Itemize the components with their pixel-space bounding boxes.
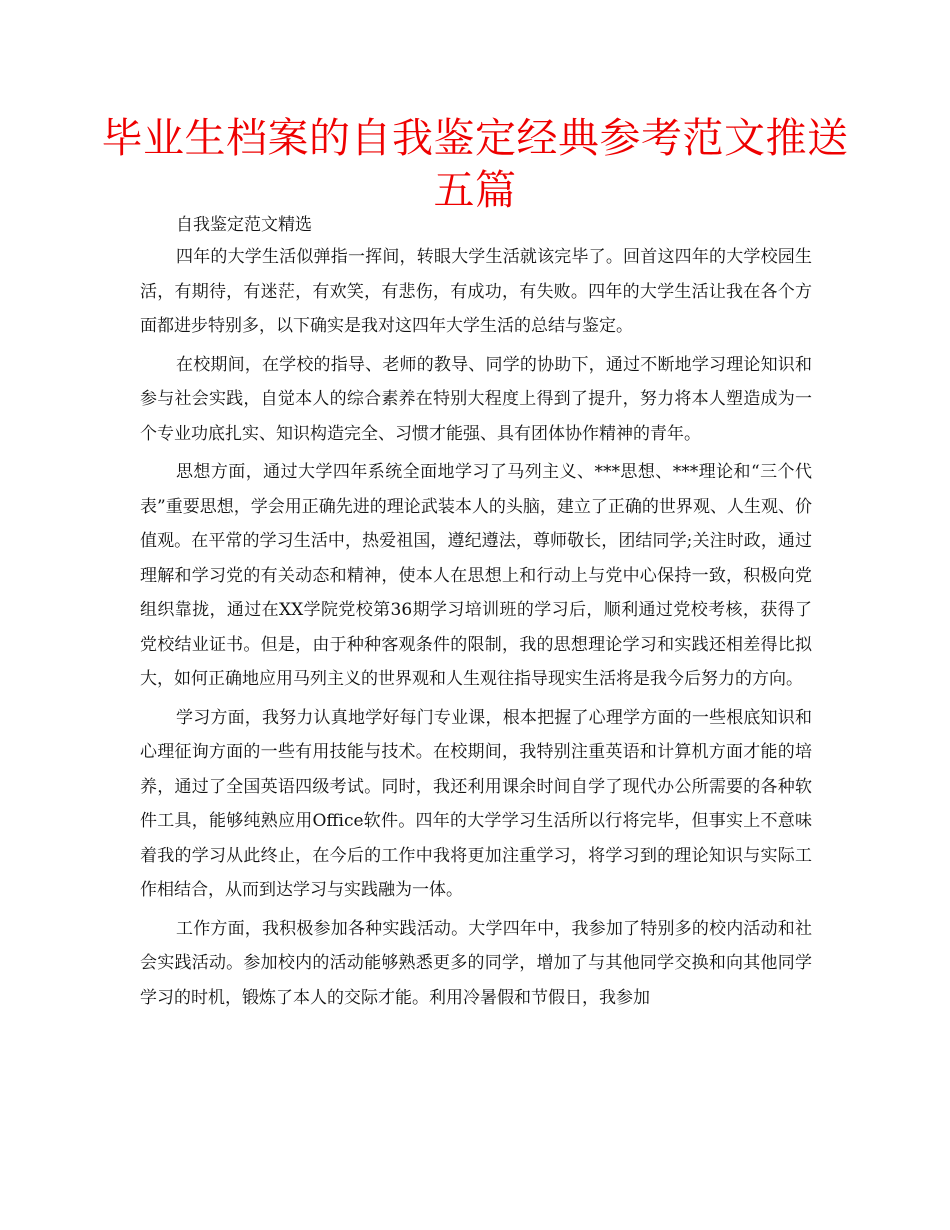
document-title: 毕业生档案的自我鉴定经典参考范文推送五篇 (101, 114, 849, 214)
paragraph-work: 工作方面，我积极参加各种实践活动。大学四年中，我参加了特别多的校内活动和社会实践活动。参加校内的活动能够熟悉更多的同学，增加了与其他同学交换和向其他同学学习的时机，锻炼了本人的交际才能。利用冷暑假和节假日，我参加 (140, 918, 812, 1008)
paragraph-ideology: 思想方面，通过大学四年系统全面地学习了马列主义、***思想、***理论和“三个代表”重要思想，学会用正确先进的理论武装本人的头脑，建立了正确的世界观、人生观、价值观。在平常的学习生活中，热爱祖国，遵纪遵法，尊师敬长，团结同学;关注时政，通过理解和学习党的有关动态和精神，使本人在思想上和行动上与党中心保持一致，积极向党组织靠拢，通过在XX学院党校第36期学习培训班的学习后，顺利通过党校考核，获得了党校结业证书。但是，由于种种客观条件的限制，我的思想理论学习和实践还相差得比拟大，如何正确地应用马列主义的世界观和人生观往指导现实生活将是我今后努力的方向。 (140, 462, 812, 689)
paragraph-study: 学习方面，我努力认真地学好每门专业课，根本把握了心理学方面的一些根底知识和心理征询方面的一些有用技能与技术。在校期间，我特别注重英语和计算机方面才能的培养，通过了全国英语四级考试。同时，我还利用课余时间自学了现代办公所需要的各种软件工具，能够纯熟应用Office软件。四年的大学学习生活所以行将完毕，但事实上不意味着我的学习从此终止，在今后的工作中我将更加注重学习，将学习到的理论知识与实际工作相结合，从而到达学习与实践融为一体。 (140, 707, 812, 900)
paragraph-school-period: 在校期间，在学校的指导、老师的教导、同学的协助下，通过不断地学习理论知识和参与社会实践，自觉本人的综合素养在特别大程度上得到了提升，努力将本人塑造成为一个专业功底扎实、知识构造完全、习惯才能强、具有团体协作精神的青年。 (140, 354, 812, 444)
paragraph-intro: 四年的大学生活似弹指一挥间，转眼大学生活就该完毕了。回首这四年的大学校园生活，有期待，有迷茫，有欢笑，有悲伤，有成功，有失败。四年的大学生活让我在各个方面都进步特别多，以下确实是我对这四年大学生活的总结与鉴定。 (140, 247, 812, 336)
document-subtitle: 自我鉴定范文精选 (176, 215, 312, 235)
document-body (140, 210, 812, 1019)
